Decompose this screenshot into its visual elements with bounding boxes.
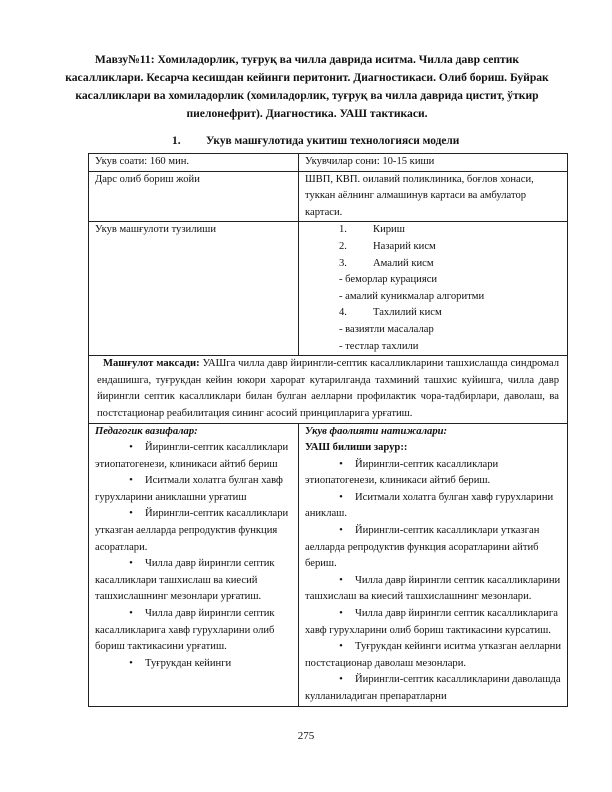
list-item — [305, 457, 561, 490]
structure-list — [339, 222, 561, 355]
structure-item-text: Назарий кисм — [373, 240, 436, 252]
bullet-icon: • — [129, 608, 133, 620]
lesson-model-table — [88, 153, 568, 707]
structure-item-text: Тахлилий кисм — [373, 307, 442, 319]
list-item-text: Йирингли-септик касалликларини даволашда кулланиладиган препаратларни — [305, 674, 561, 702]
learning-results-cell — [299, 423, 568, 706]
section-label: Укув машғулотида укитиш технологияси модели — [206, 135, 460, 147]
bullet-icon: • — [129, 558, 133, 570]
structure-item-text: - беморлар курацияси — [339, 274, 438, 286]
structure-list-item — [339, 289, 561, 306]
list-item — [95, 606, 292, 656]
bullet-icon: • — [129, 508, 133, 520]
goal-text: УАШга чилла давр йирингли-септик касалликларини ташхислашда синдромал ендашишга, туғрукдан кейин юкори харорат кутарилганда тахминий ташхис куйишга, чилла давр йирингли септик касалликлари билан булган аелларни профилактик чора-тадбирлари, даволаш, ва постстационар реабилитация сининг асосий принципларига урғатиш. — [97, 358, 559, 419]
list-item — [305, 672, 561, 705]
structure-item-number: 1. — [339, 224, 347, 236]
structure-item-number: 4. — [339, 307, 347, 319]
table-cell: ШВП, КВП. оилавий поликлиника, боғлов хонаси, туккан аёлнинг алмашинув картаси ва амбулатор картаси. — [299, 171, 568, 222]
table-cell: Укувчилар сони: 10-15 киши — [299, 154, 568, 172]
pedagogical-tasks-heading: Педагогик вазифалар: — [95, 425, 198, 437]
structure-item-text: Кириш — [373, 224, 405, 236]
bullet-icon: • — [339, 525, 343, 537]
table-row — [89, 154, 568, 172]
table-cell: Укув машғулоти тузилиши — [89, 222, 299, 356]
learning-results-subheading: УАШ билиши зарур:: — [305, 442, 408, 454]
table-row — [89, 356, 568, 423]
pedagogical-tasks-list — [95, 440, 292, 672]
structure-list-item — [339, 256, 561, 273]
bullet-icon: • — [129, 442, 133, 454]
list-item-text: Йирингли-септик касалликлари этиопатогенези, клиникаси айтиб бериш. — [305, 458, 499, 487]
structure-item-text: - тестлар тахлили — [339, 340, 419, 352]
table-cell: Дарс олиб бориш жойи — [89, 171, 299, 222]
list-item — [95, 506, 292, 556]
structure-item-text: - вазиятли масалалар — [339, 323, 434, 335]
table-cell: Укув соати: 160 мин. — [89, 154, 299, 172]
table-row — [89, 171, 568, 222]
bullet-icon: • — [339, 491, 343, 503]
structure-item-text: Амалий кисм — [373, 257, 434, 269]
list-item-text: Иситмали холатга булган хавф гурухларини аниклашни урғатиш — [95, 475, 283, 503]
structure-list-item — [339, 322, 561, 339]
list-item-text: Туғрукдан кейинги иситма утказган аелларни постстационар даволаш мезонлари. — [305, 641, 561, 669]
bullet-icon: • — [339, 608, 343, 620]
list-item-text: Иситмали холатга булган хавф гурухларини аниклаш. — [305, 491, 554, 520]
learning-results-list — [305, 457, 561, 706]
pedagogical-tasks-cell — [89, 423, 299, 706]
list-item — [305, 573, 561, 606]
bullet-icon: • — [339, 458, 343, 470]
list-item-text: Йирингли-септик касалликлари утказган аелларда репродуктив функция асоратларини айтиб бериш. — [305, 525, 540, 570]
list-item-text: Чилла давр йирингли септик касалликлари ташхислаш ва киесий ташхислашнинг мезонлари урғатиш. — [95, 558, 275, 603]
page-number: 275 — [297, 730, 315, 742]
list-item — [305, 523, 561, 573]
table-row — [89, 222, 568, 356]
structure-list-cell — [299, 222, 568, 356]
list-item-text: Чилла давр йирингли септик касалликларига хавф гурухларини олиб бориш тактикасини урғатиш. — [95, 608, 275, 653]
bullet-icon: • — [339, 574, 343, 586]
structure-item-text: - амалий куникмалар алгоритми — [339, 290, 485, 302]
structure-list-item — [339, 339, 561, 356]
bullet-icon: • — [339, 641, 343, 653]
goal-cell — [89, 356, 568, 423]
bullet-icon: • — [129, 657, 133, 669]
list-item-text: Йирингли-септик касалликлари утказган аелларда репродуктив функция асоратлари. — [95, 508, 289, 553]
list-item — [305, 639, 561, 672]
learning-results-heading: Укув фаолияти натижалари: — [305, 425, 448, 437]
section-number: 1. — [172, 135, 181, 147]
list-item-text: Чилла давр йирингли септик касалликларига хавф гурухларини олиб бориш тактикасини курсатиш. — [305, 608, 558, 636]
list-item-text: Туғрукдан кейинги — [145, 657, 232, 669]
section-heading — [172, 135, 459, 147]
structure-list-item — [339, 239, 561, 256]
bullet-icon: • — [339, 674, 343, 686]
table-row — [89, 423, 568, 706]
bullet-icon: • — [129, 475, 133, 487]
list-item-text: Чилла давр йирингли септик касалликларини ташхислаш ва киесий ташхислашнинг мезонлари. — [305, 574, 561, 603]
list-item — [95, 556, 292, 606]
structure-list-item — [339, 222, 561, 239]
list-item — [305, 606, 561, 639]
document-title: Мавзу№11: Хомиладорлик, туғруқ ва чилла даврида иситма. Чилла давр септик касалликлари. Кесарча кесишдан кейинги перитонит. Диагностикаси. Олиб бориш. Буйрак касалликлари ва хомиладорлик (хомиладорлик, туғруқ ва чилла даврида цистит, ўткир пиелонефрит). Диагностика. УАШ тактикаси. — [65, 53, 549, 120]
list-item — [95, 440, 292, 473]
list-item — [95, 473, 292, 506]
structure-list-item — [339, 272, 561, 289]
list-item — [95, 656, 292, 673]
list-item-text: Йирингли-септик касалликлари этиопатогенези, клиникаси айтиб бериш — [95, 442, 289, 470]
structure-list-item — [339, 305, 561, 322]
list-item — [305, 490, 561, 523]
structure-item-number: 3. — [339, 257, 347, 269]
structure-item-number: 2. — [339, 240, 347, 252]
goal-label: Машғулот максади: — [103, 358, 200, 370]
